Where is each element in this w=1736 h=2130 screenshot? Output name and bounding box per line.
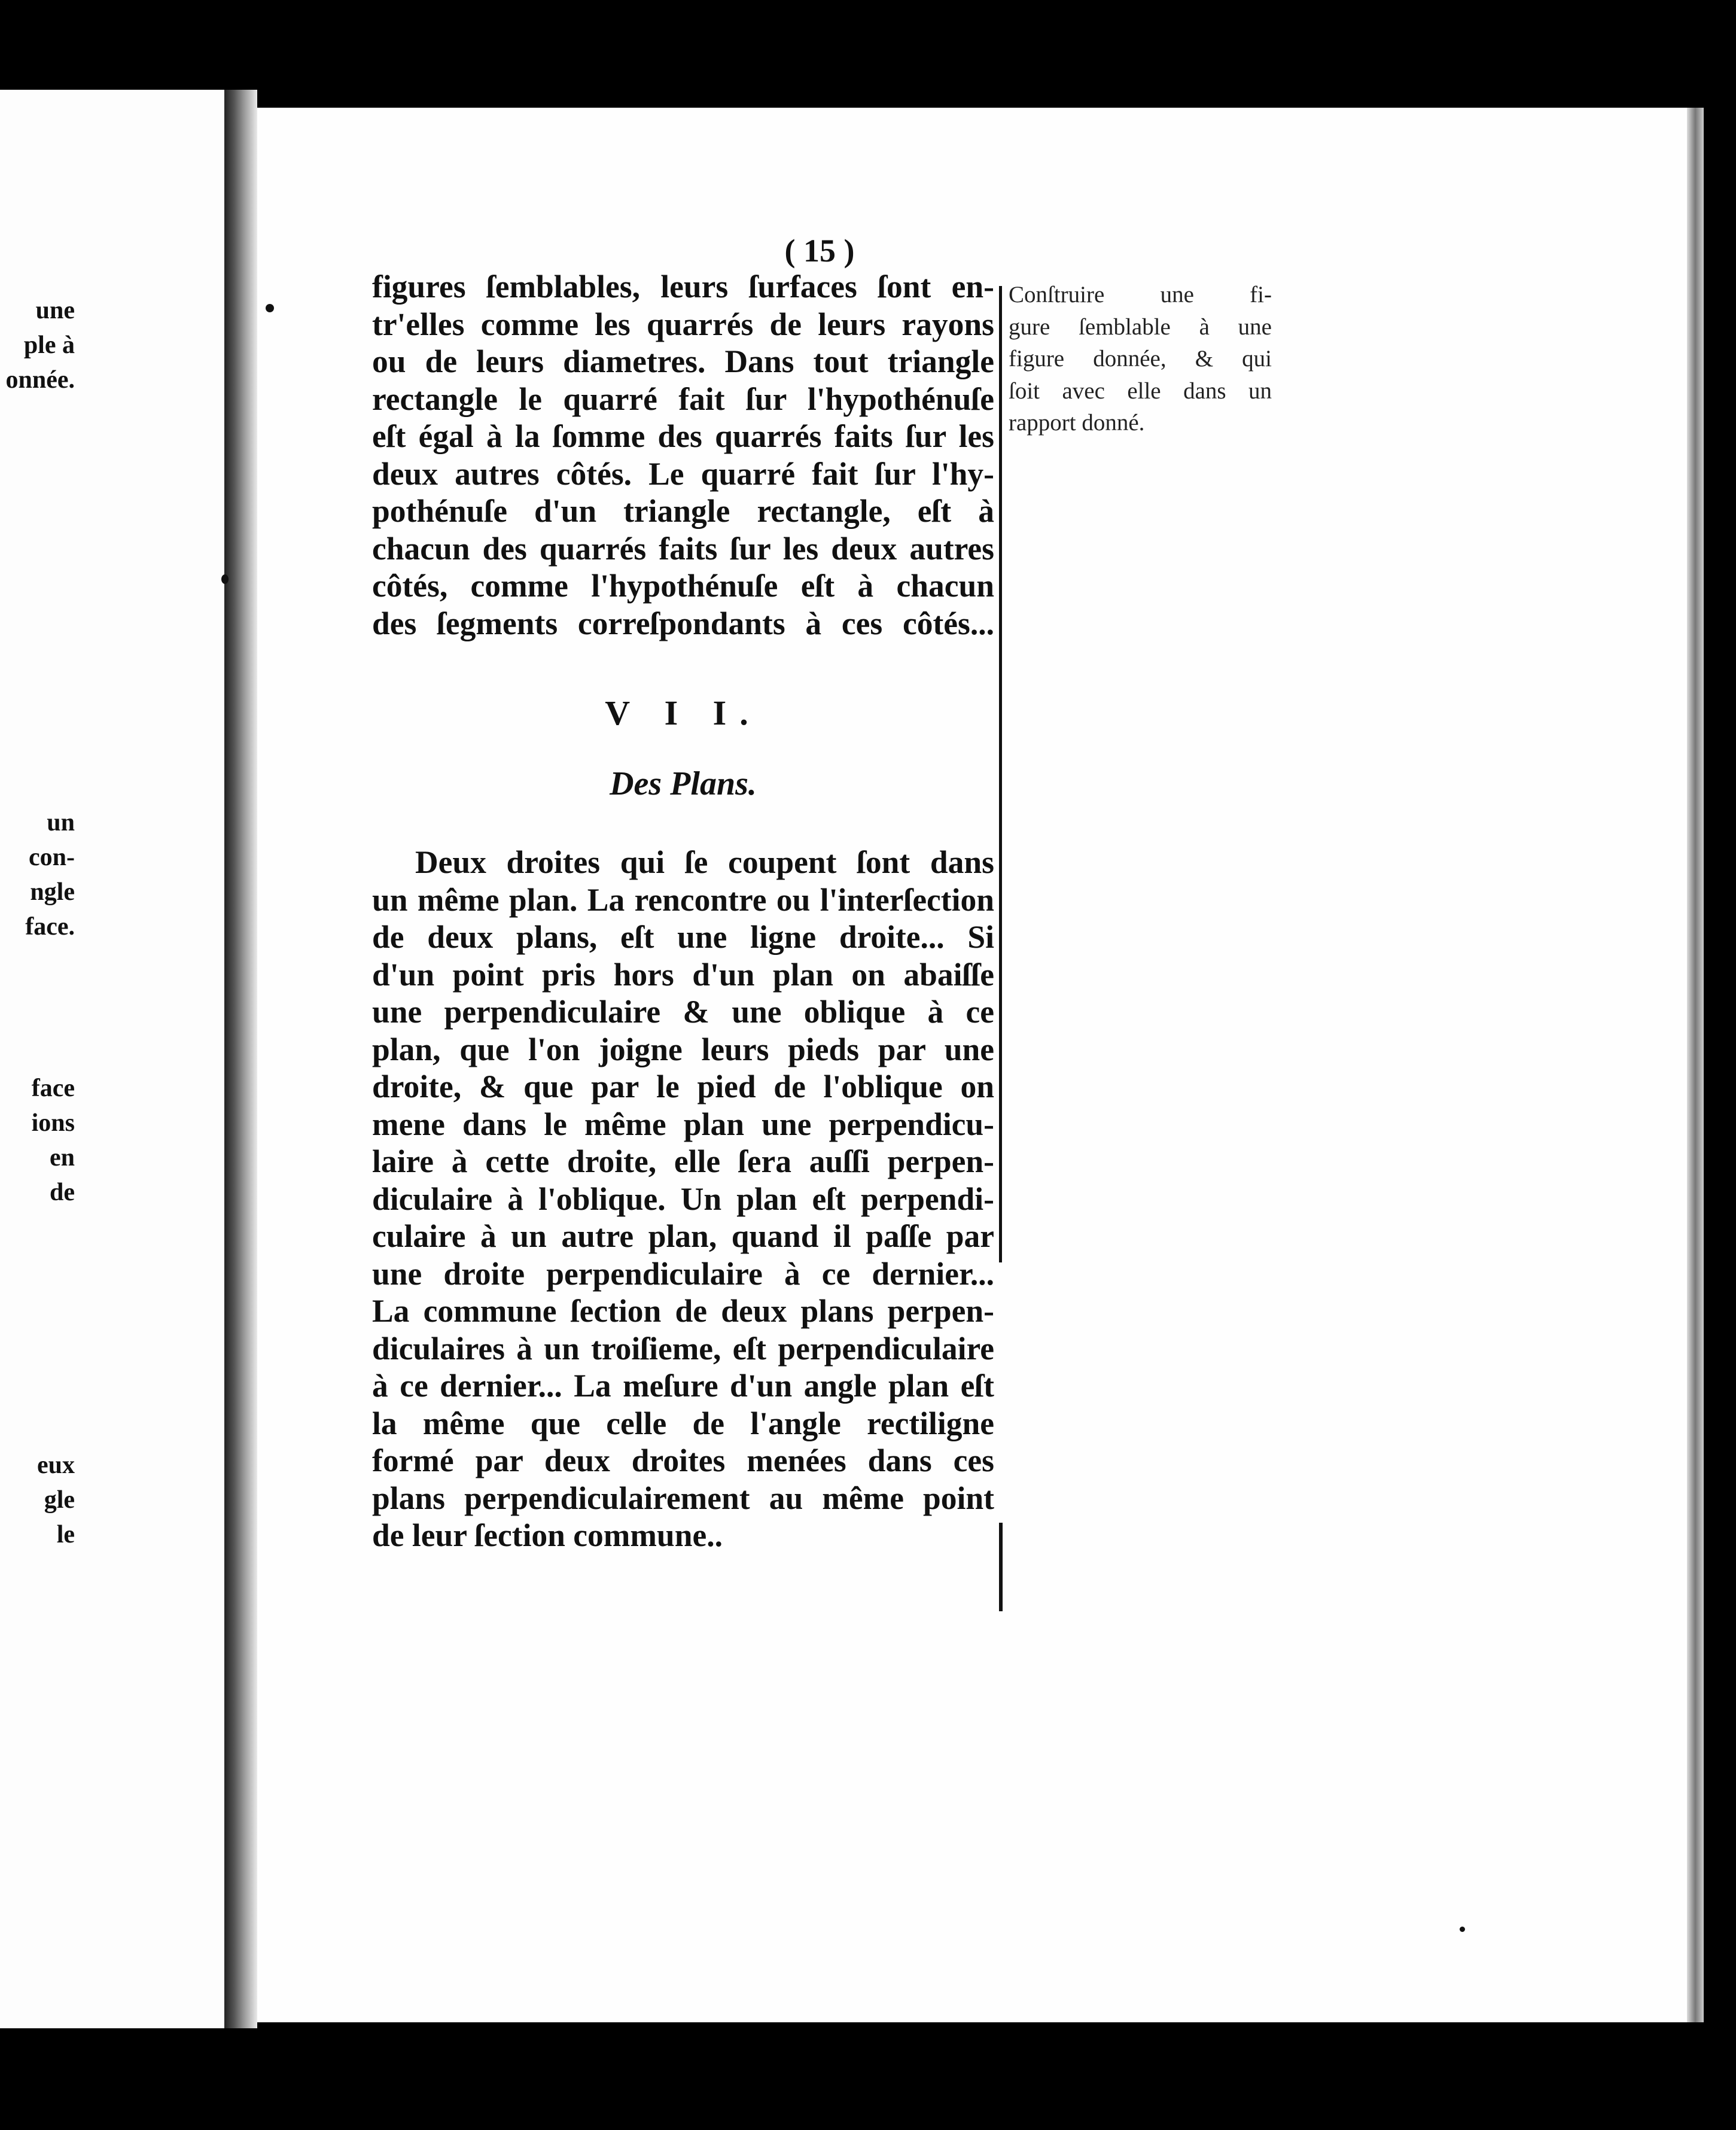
paragraph-2 xyxy=(372,844,994,1554)
text-line: deux autres côtés. Le quarré fait ſur l'hy- xyxy=(372,455,994,492)
previous-page-fragment-3 xyxy=(32,1071,224,1210)
margin-note xyxy=(1009,279,1272,439)
fragment-line: un xyxy=(47,809,75,836)
text-line: Deux droites qui ſe coupent ſont dans xyxy=(415,844,994,880)
ink-dot xyxy=(1460,1927,1465,1932)
text-line: eſt égal à la ſomme des quarrés faits ſur les xyxy=(372,418,994,454)
text-line: laire à cette droite, elle ſera auſſi perpen- xyxy=(372,1143,994,1179)
text-line: plans perpendiculairement au même point xyxy=(372,1480,994,1516)
text-line: une droite perpendiculaire à ce dernier... xyxy=(372,1255,994,1292)
fragment-line: une xyxy=(35,297,75,324)
fragment-line: gle xyxy=(44,1486,75,1514)
paragraph-1 xyxy=(372,268,994,642)
fragment-line: de xyxy=(50,1179,75,1206)
text-line: la même que celle de l'angle rectiligne xyxy=(372,1405,994,1441)
margin-note-line: rapport donné. xyxy=(1009,410,1145,436)
text-line: pothénuſe d'un triangle rectangle, eſt à xyxy=(372,493,994,529)
ink-dot xyxy=(221,574,229,584)
text-line: de deux plans, eſt une ligne droite... Si xyxy=(372,919,994,955)
text-line: des ſegments correſpondants à ces côtés... xyxy=(372,605,994,641)
margin-note-line: ſoit avec elle dans un xyxy=(1009,378,1272,404)
page-edge xyxy=(1687,108,1704,2022)
fragment-line: ngle xyxy=(30,878,75,906)
margin-rule xyxy=(999,286,1002,1262)
previous-page xyxy=(0,90,224,2028)
text-line: chacun des quarrés faits ſur les deux autres xyxy=(372,530,994,567)
text-line: droite, & que par le pied de l'oblique on xyxy=(372,1069,994,1104)
fragment-line: le xyxy=(56,1521,75,1548)
book-gutter xyxy=(224,90,257,2028)
paragraph-2-text xyxy=(372,844,994,1554)
text-line: plan, que l'on joigne leurs pieds par une xyxy=(372,1031,994,1067)
fragment-line: en xyxy=(50,1144,75,1172)
text-line: un même plan. La rencontre ou l'interſection xyxy=(372,881,994,918)
text-line: culaire à un autre plan, quand il paſſe par xyxy=(372,1218,994,1254)
margin-note-line: figure donnée, & qui xyxy=(1009,346,1272,372)
previous-page-fragment-4 xyxy=(37,1448,224,1552)
text-line: formé par deux droites menées dans ces xyxy=(372,1443,994,1478)
text-line: ou de leurs diametres. Dans tout triangle xyxy=(372,343,994,379)
text-line: tr'elles comme les quarrés de leurs rayons xyxy=(372,306,994,342)
paragraph-1-text xyxy=(372,268,994,642)
fragment-line: con- xyxy=(29,844,75,871)
text-line: côtés, comme l'hypothénuſe eſt à chacun xyxy=(372,568,994,604)
fragment-line: face xyxy=(31,1075,75,1102)
text-line: figures ſemblables, leurs ſurfaces ſont en- xyxy=(372,269,994,305)
previous-page-fragment-2 xyxy=(25,805,224,944)
margin-note-line: Conſtruire une fi- xyxy=(1009,282,1272,308)
fragment-line: onnée. xyxy=(5,366,75,394)
text-line: mene dans le même plan une perpendicu- xyxy=(372,1106,994,1142)
ink-dot xyxy=(266,304,274,312)
fragment-line: ions xyxy=(31,1109,75,1137)
section-number: V I I. xyxy=(605,693,762,732)
text-line: une perpendiculaire & une oblique à ce xyxy=(372,994,994,1030)
fragment-line: ple à xyxy=(23,331,75,359)
fragment-line: face. xyxy=(25,913,75,941)
text-line: à ce dernier... La meſure d'un angle plan eſt xyxy=(372,1368,994,1404)
fragment-line: eux xyxy=(37,1452,75,1479)
text-line: diculaire à l'oblique. Un plan eſt perpendi- xyxy=(372,1180,994,1217)
section-title: Des Plans. xyxy=(610,765,757,802)
text-line: d'un point pris hors d'un plan on abaiſſe xyxy=(372,956,994,993)
text-line: La commune ſection de deux plans perpen- xyxy=(372,1293,994,1329)
text-line: rectangle le quarré fait ſur l'hypothénuſe xyxy=(372,381,994,417)
page-number: ( 15 ) xyxy=(784,233,855,269)
margin-note-line: gure ſemblable à une xyxy=(1009,314,1272,340)
text-line: de leur ſection commune.. xyxy=(372,1517,723,1553)
previous-page-fragment-1 xyxy=(6,293,225,397)
margin-rule xyxy=(999,1523,1003,1611)
text-line: diculaires à un troiſieme, eſt perpendiculaire xyxy=(372,1330,994,1367)
